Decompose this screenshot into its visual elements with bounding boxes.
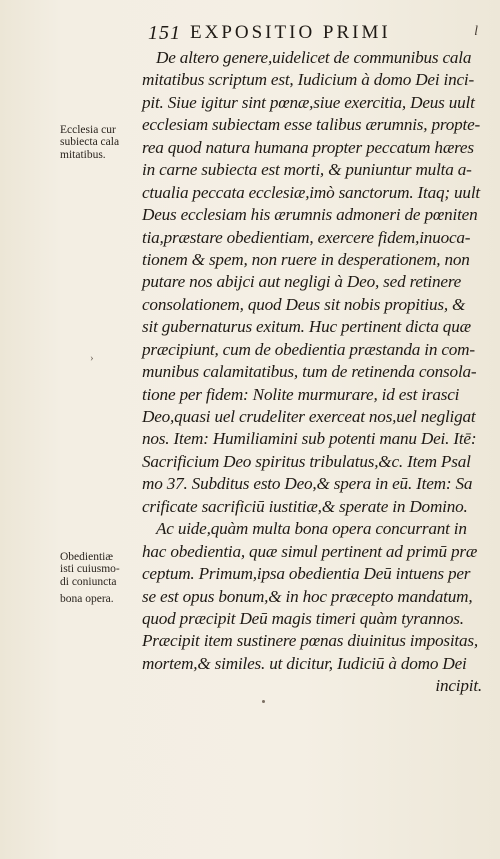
page-header bbox=[0, 22, 500, 50]
text-line: pit. Siue igitur sint pœnæ,siue exercitia, Deus uult bbox=[142, 92, 475, 112]
page-number: 151 bbox=[148, 22, 181, 44]
text-line: Sacrificium Deo spiritus tribulatus,&c. Item Psal bbox=[142, 451, 471, 471]
text-line: ecclesiam subiectam esse talibus ærumnis, propte- bbox=[142, 115, 481, 135]
text-line: mo 37. Subditus esto Deo,& spera in eū. Item: Sa bbox=[142, 474, 473, 494]
main-text-block bbox=[142, 47, 490, 698]
text-line: consolationem, quod Deus sit nobis propitius, & bbox=[142, 294, 466, 314]
margin-note-line: di coniuncta bbox=[60, 575, 117, 588]
corner-mark: l bbox=[474, 24, 478, 39]
text-line: nos. Item: Humiliamini sub potenti manu Dei. Itē: bbox=[142, 429, 477, 449]
text-line: quod præcipit Deū magis timeri quàm tyrannos. bbox=[142, 608, 464, 628]
text-line: præcipiunt, cum de obedientia præstanda in com- bbox=[142, 339, 475, 359]
text-line: ceptum. Primum,ipsa obedientia Deū intuens per bbox=[142, 564, 471, 584]
ink-spot bbox=[262, 700, 265, 703]
text-line: Deo,quasi uel crudeliter exerceat nos,uel negligat bbox=[142, 407, 476, 426]
text-line: putare nos abijci aut negligi à Deo, sed retinere bbox=[142, 272, 462, 292]
text-line: Deus ecclesiam his ærumnis admoneri de pœniten bbox=[142, 205, 478, 225]
text-line: ctualia peccata ecclesiæ,imò sanctorum. Itaq; uult bbox=[142, 182, 480, 202]
text-line: tione per fidem: Nolite murmurare, id est irasci bbox=[142, 384, 460, 404]
text-line: mortem,& similes. ut dicitur, Iudiciū à domo Dei bbox=[142, 653, 467, 673]
running-title: EXPOSITIO PRIMI bbox=[190, 22, 391, 43]
text-line: crificate sacrificiū iustitiæ,& sperate in Domino. bbox=[142, 496, 468, 516]
margin-mark-icon: › bbox=[90, 352, 94, 364]
text-line: Ac uide,quàm multa bona opera concurrant in bbox=[156, 519, 467, 539]
text-line: in carne subiecta est morti, & puniuntur multa a- bbox=[142, 160, 472, 180]
margin-note-line: bona opera. bbox=[60, 592, 114, 605]
text-line: tia,præstare obedientiam, exercere fidem,inuoca- bbox=[142, 227, 471, 247]
margin-note-line: Obedientiæ bbox=[60, 551, 114, 563]
text-line: sit gubernaturus exitum. Huc pertinent dicta quæ bbox=[142, 317, 471, 337]
text-line: tionem & spem, non ruere in desperationem, non bbox=[142, 249, 470, 269]
margin-note-ecclesia bbox=[60, 124, 142, 161]
text-line: incipit. bbox=[435, 676, 482, 696]
margin-note-line: mitatibus. bbox=[60, 148, 106, 161]
text-line: rea quod natura humana propter peccatum hæres bbox=[142, 137, 474, 157]
margin-note-obedientia bbox=[60, 551, 142, 605]
margin-note-line: Ecclesia cur bbox=[60, 124, 116, 136]
text-line: hac obedientia, quæ simul pertinent ad primū præ bbox=[142, 541, 478, 561]
margin-note-line: isti cuiusmo- bbox=[60, 563, 120, 576]
margin-note-line: subiecta cala bbox=[60, 136, 120, 149]
text-line: se est opus bonum,& in hoc præcepto mandatum, bbox=[142, 586, 473, 606]
text-line: Præcipit item sustinere pœnas diuinitus impositas, bbox=[142, 631, 478, 651]
text-line: munibus calamitatibus, tum de retinenda consola- bbox=[142, 362, 477, 382]
text-line: mitatibus scriptum est, Iudicium à domo Dei inci- bbox=[142, 70, 475, 90]
text-line: De altero genere,uidelicet de communibus cala bbox=[156, 48, 472, 67]
